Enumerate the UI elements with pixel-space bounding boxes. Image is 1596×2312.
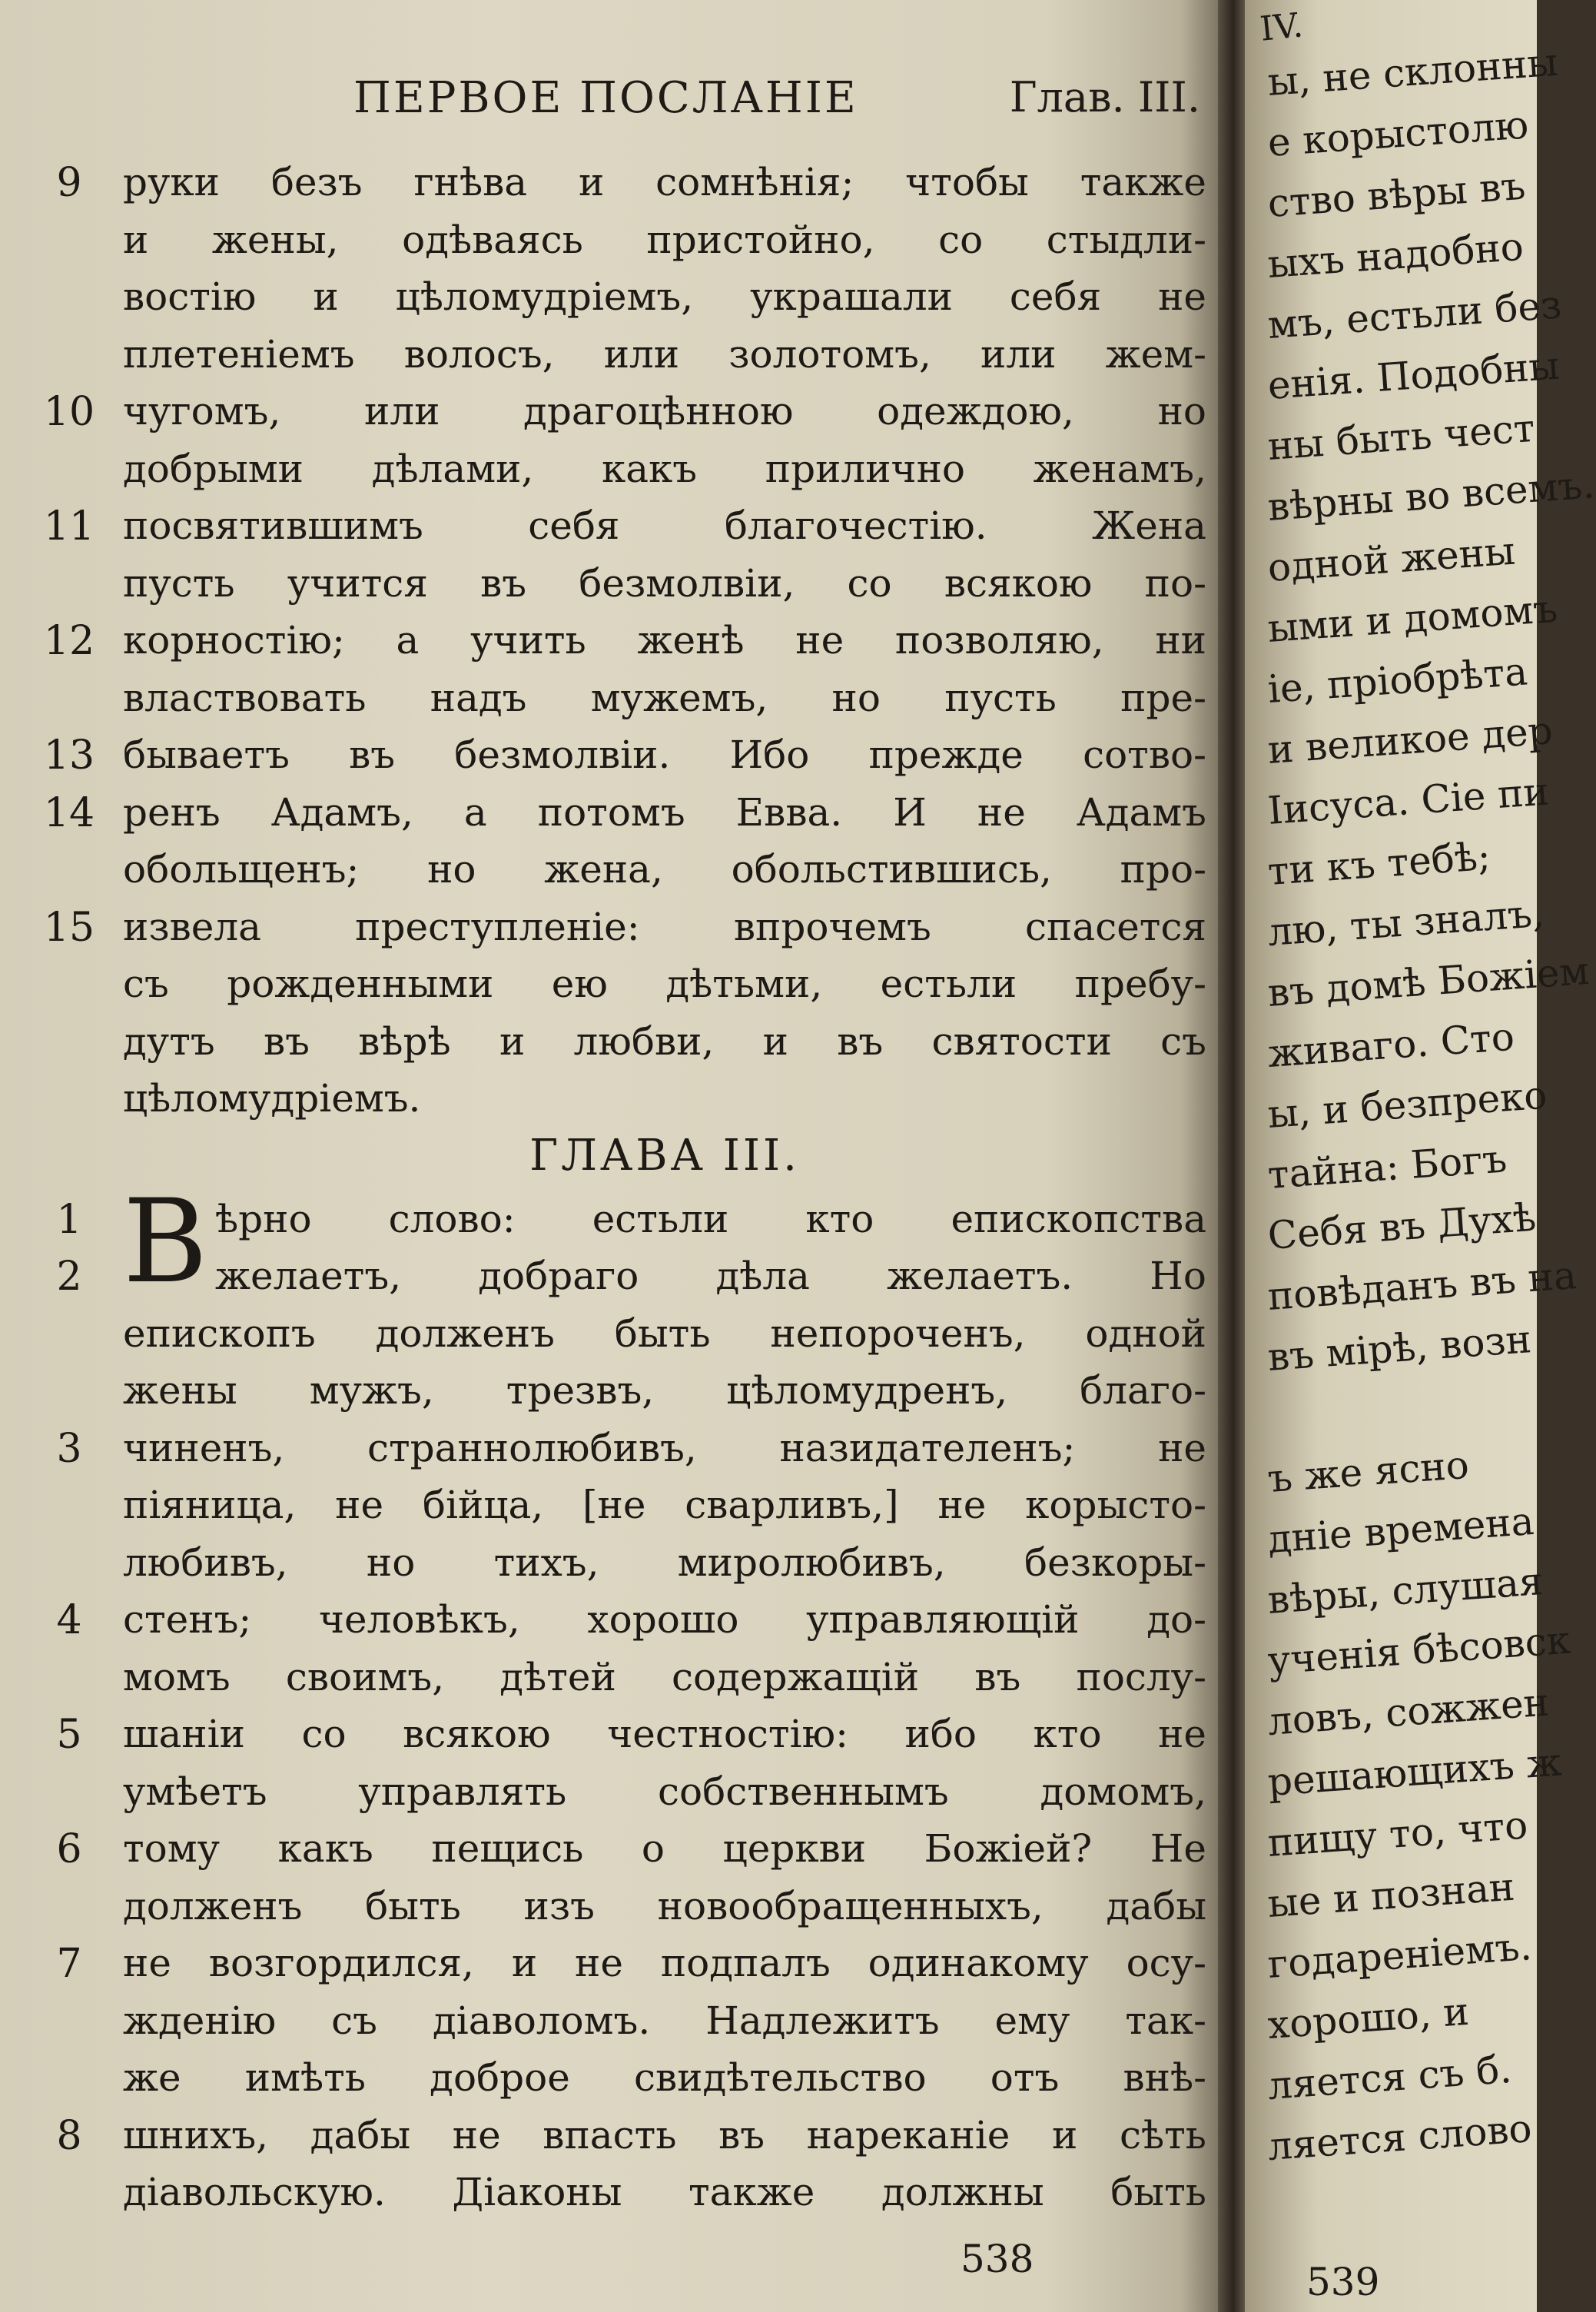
text-line: бываетъ въ безмолвіи. Ибо прежде сотво-	[123, 732, 1206, 777]
text-line-fragment: и великое дер	[1266, 708, 1555, 772]
text-line-fragment: ловъ, сожжен	[1266, 1679, 1551, 1744]
text-line: ѣрно слово: естьли кто епископства	[215, 1196, 1206, 1241]
text-line-fragment: ыхъ надобно	[1266, 224, 1525, 287]
text-line-fragment: вѣры, слушая	[1266, 1559, 1545, 1623]
text-line-fragment: ы, не склонны	[1266, 39, 1560, 105]
text-line-fragment: дніе времена	[1266, 1498, 1536, 1562]
page-number-left: 538	[961, 2236, 1034, 2281]
text-line-fragment: ы, и безпреко	[1266, 1072, 1549, 1137]
text-line-fragment: Себя въ Духѣ	[1266, 1194, 1538, 1258]
text-line-fragment: одной жены	[1266, 528, 1517, 590]
text-line: востію и цѣломудріемъ, украшали себя не	[123, 274, 1206, 319]
verse-number: 9	[56, 160, 82, 206]
right-page-header-fragment: IV.	[1258, 5, 1305, 49]
text-line-fragment: вѣрны во всемъ.	[1266, 462, 1596, 530]
text-line: же имѣть доброе свидѣтельство отъ внѣ-	[123, 2055, 1206, 2100]
text-line: чугомъ, или драгоцѣнною одеждою, но	[123, 389, 1206, 434]
text-line: властвовать надъ мужемъ, но пусть пре-	[123, 675, 1206, 720]
verse-number: 13	[43, 732, 95, 779]
text-line: шаніи со всякою честностію: ибо кто не	[123, 1712, 1206, 1756]
text-line-fragment: ученія бѣсовск	[1266, 1617, 1572, 1683]
text-line-fragment: решающихъ ж	[1266, 1739, 1564, 1805]
verse-number: 4	[56, 1597, 82, 1643]
text-line: стенъ; человѣкъ, хорошо управляющій до-	[123, 1597, 1206, 1642]
text-line: руки безъ гнѣва и сомнѣнія; чтобы также	[123, 160, 1206, 204]
right-page	[1245, 0, 1596, 2312]
text-line: момъ своимъ, дѣтей содержащій въ послу-	[123, 1654, 1206, 1699]
text-line: ренъ Адамъ, а потомъ Евва. И не Адамъ	[123, 789, 1206, 835]
running-title: ПЕРВОЕ ПОСЛАНІЕ	[353, 73, 858, 123]
text-line-fragment: повѣданъ въ на	[1266, 1253, 1578, 1319]
text-line-fragment: ны быть чест	[1266, 405, 1537, 469]
text-line: съ рожденными ею дѣтьми, естьли пребу-	[123, 962, 1206, 1006]
chapter-heading: ГЛАВА III.	[529, 1130, 800, 1181]
verse-number: 2	[56, 1254, 82, 1300]
text-line: жены мужъ, трезвъ, цѣломудренъ, благо-	[123, 1368, 1206, 1413]
verse-number: 7	[56, 1941, 82, 1987]
text-line: епископъ долженъ быть непороченъ, одной	[123, 1310, 1206, 1356]
text-line-fragment: ъ же ясно	[1266, 1442, 1471, 1501]
text-line: діавольскую. Діаконы также должны быть	[123, 2170, 1206, 2214]
chapter-reference: Глав. III.	[1009, 73, 1200, 121]
verse-number: 5	[56, 1712, 82, 1758]
text-line-fragment: живаго. Сто	[1266, 1014, 1516, 1076]
text-line-fragment: ые и познан	[1266, 1864, 1516, 1926]
text-line: чиненъ, страннолюбивъ, назидателенъ; не	[123, 1425, 1206, 1470]
text-line: посвятившимъ себя благочестію. Жена	[123, 503, 1206, 548]
text-line: пусть учится въ безмолвіи, со всякою по-	[123, 560, 1206, 606]
text-line-fragment: годареніемъ.	[1266, 1924, 1534, 1987]
text-line: цѣломудріемъ.	[123, 1076, 421, 1121]
text-line-fragment: Іисуса. Сіе пи	[1266, 769, 1551, 833]
verse-number: 6	[56, 1826, 82, 1872]
text-line-fragment: хорошо, и	[1266, 1988, 1471, 2048]
text-line-fragment: енія. Подобны	[1266, 343, 1561, 408]
text-line: добрыми дѣлами, какъ прилично женамъ,	[123, 446, 1206, 491]
text-line: корностію; а учить женѣ не позволяю, ни	[123, 618, 1206, 663]
text-line: піяница, не бійца, [не сварливъ,] не корысто-	[123, 1483, 1206, 1527]
text-line: извела преступленіе: впрочемъ спасется	[123, 904, 1206, 949]
verse-number: 1	[56, 1196, 82, 1243]
text-line: желаетъ, добраго дѣла желаетъ. Но	[215, 1254, 1206, 1298]
text-line-fragment: ляется слово	[1266, 2106, 1534, 2169]
text-line-fragment: ство вѣры въ	[1266, 163, 1527, 226]
book-gutter	[1218, 0, 1249, 2312]
text-line: тому какъ пещись о церкви Божіей? Не	[123, 1826, 1206, 1871]
text-line-fragment: е корыстолю	[1266, 102, 1530, 165]
text-line: жденію съ діаволомъ. Надлежитъ ему так-	[123, 1998, 1206, 2043]
text-line-fragment: ти къ тебѣ;	[1266, 833, 1492, 894]
text-line-fragment: ie, пріобрѣта	[1266, 649, 1529, 712]
verse-number: 10	[43, 389, 95, 435]
text-line: не возгордился, и не подпалъ одинакому осу-	[123, 1941, 1206, 1985]
verse-number: 11	[43, 503, 95, 550]
text-line: умѣетъ управлять собственнымъ домомъ,	[123, 1769, 1206, 1814]
text-line-fragment: ляется съ б.	[1266, 2046, 1513, 2108]
verse-number: 14	[43, 789, 95, 836]
text-line: шнихъ, дабы не впасть въ нареканіе и сѣть	[123, 2112, 1206, 2158]
text-line-fragment: тайна: Богъ	[1266, 1136, 1508, 1198]
page-number-right: 539	[1306, 2260, 1380, 2304]
text-line: обольщенъ; но жена, обольстившись, про-	[123, 847, 1206, 892]
text-line: долженъ быть изъ новообращенныхъ, дабы	[123, 1883, 1206, 1928]
text-line-fragment: ыми и домомъ	[1266, 586, 1559, 651]
text-line-fragment: пищу то, что	[1266, 1802, 1530, 1865]
verse-number: 3	[56, 1425, 82, 1472]
text-line-fragment: мъ, естьли без	[1266, 282, 1564, 347]
running-header	[123, 73, 1206, 127]
text-line-fragment: въ домѣ Божіем	[1266, 948, 1591, 1015]
text-line: любивъ, но тихъ, миролюбивъ, безкоры-	[123, 1540, 1206, 1585]
text-line-fragment: лю, ты зналъ,	[1266, 890, 1546, 955]
text-line: и жены, одѣваясь пристойно, со стыдли-	[123, 217, 1206, 262]
text-line-fragment: въ мірѣ, возн	[1266, 1317, 1533, 1380]
verse-number: 12	[43, 618, 95, 664]
text-line: дутъ въ вѣрѣ и любви, и въ святости съ	[123, 1018, 1206, 1064]
verse-number: 8	[56, 2112, 82, 2159]
text-line: плетеніемъ волосъ, или золотомъ, или жем-	[123, 331, 1206, 377]
drop-capital: В	[123, 1174, 208, 1309]
verse-number: 15	[43, 904, 95, 951]
